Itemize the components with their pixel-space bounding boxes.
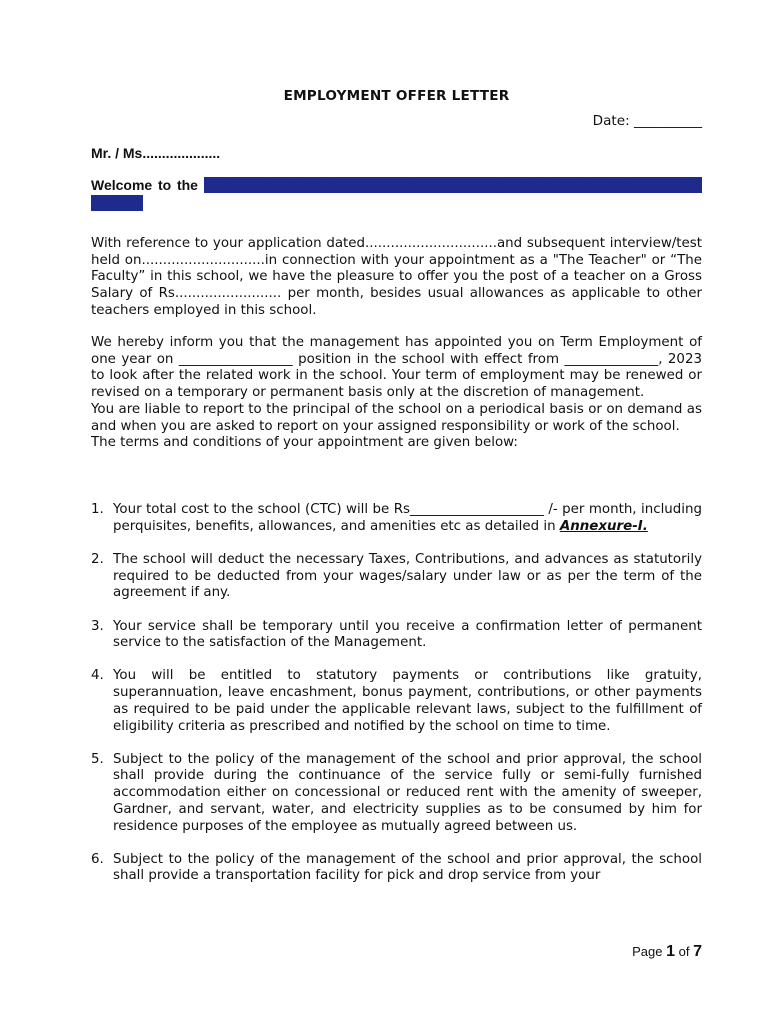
paragraph-text: You are liable to report to the principal of the school on a periodical basis or on demand as and when you are asked to report on your assigned responsibility or work of the school. bbox=[91, 401, 702, 434]
item-number: 4. bbox=[91, 668, 104, 684]
welcome-line bbox=[91, 176, 702, 212]
item-number: 5. bbox=[91, 751, 104, 767]
page-label: Page bbox=[632, 944, 667, 959]
item-number: 2. bbox=[91, 551, 104, 567]
list-item bbox=[91, 668, 702, 735]
item-text: Your total cost to the school (CTC) will be Rs____________________ /- per month, including perquisites, benefits, allowances, and amenities etc as detailed in bbox=[113, 502, 702, 534]
item-text: Subject to the policy of the management of the school and prior approval, the school shall provide during the continuance of the service fully or semi-fully furnished accommodation either on concessional or reduced rent with the amenity of sweeper, Gardner, and servant, water, and electricity supplies as to be consumed by him for residence purposes of the employee as mutually agreed between us. bbox=[113, 751, 702, 834]
paragraph-text: The terms and conditions of your appointment are given below: bbox=[91, 435, 518, 451]
terms-list bbox=[91, 502, 702, 902]
list-item bbox=[91, 552, 702, 602]
page-footer bbox=[632, 943, 702, 961]
item-text: You will be entitled to statutory payments or contributions like gratuity, superannuation, leave encashment, bonus payment, contributions, or other payments as required to be paid under the applicable relevant laws, subject to the fulfillment of eligibility criteria as prescribed and notified by the school on time to time. bbox=[113, 668, 702, 734]
paragraph-text: We hereby inform you that the management has appointed you on Term Employment of one year on _________________ position in the school with effect from ______________, 2023 to look after the related work in the school. Your term of employment may be renewed or revised on a temporary or permanent basis only at the discretion of management. bbox=[91, 335, 702, 401]
paragraph-text: With reference to your application dated...............................and subsequent interview/test held on.............................in connection with your appointment as a "The Teacher" or “The Faculty” in this school, we have the pleasure to offer you the post of a teacher on a Gross Salary of Rs......................... per month, besides usual allowances as applicable to other teachers employed in this school. bbox=[91, 236, 702, 318]
paragraph-appointment bbox=[91, 335, 702, 452]
item-number: 3. bbox=[91, 618, 104, 634]
salutation: Mr. / Ms.................... bbox=[91, 145, 221, 161]
paragraph-application bbox=[91, 236, 702, 320]
total-pages: 7 bbox=[693, 943, 702, 960]
annexure-link: Annexure-I. bbox=[559, 518, 648, 534]
item-text: Subject to the policy of the management of the school and prior approval, the school shall provide a transportation facility for pick and drop service from your bbox=[113, 851, 702, 884]
item-number: 1. bbox=[91, 502, 104, 517]
list-item bbox=[91, 502, 702, 535]
list-item bbox=[91, 619, 702, 652]
item-text: The school will deduct the necessary Taxes, Contributions, and advances as statutorily required to be deducted from your wages/salary under law or as per the term of the agreement if any. bbox=[113, 551, 702, 601]
welcome-prefix: Welcome to the bbox=[91, 177, 204, 193]
date-field: Date: __________ bbox=[592, 113, 702, 129]
page-number: 1 bbox=[666, 943, 676, 960]
letter-title: EMPLOYMENT OFFER LETTER bbox=[283, 88, 510, 104]
list-item bbox=[91, 852, 702, 885]
item-number: 6. bbox=[91, 851, 104, 867]
item-text: Your service shall be temporary until you receive a confirmation letter of permanent service to the satisfaction of the Management. bbox=[113, 618, 702, 651]
list-item bbox=[91, 752, 702, 836]
of-label: of bbox=[675, 944, 694, 959]
redacted-school-name: International Academy of Scholars (IAS), Village Xxxxx, Xxxxx, Xxxxxxx, Uttar Pradesh bbox=[91, 177, 702, 211]
